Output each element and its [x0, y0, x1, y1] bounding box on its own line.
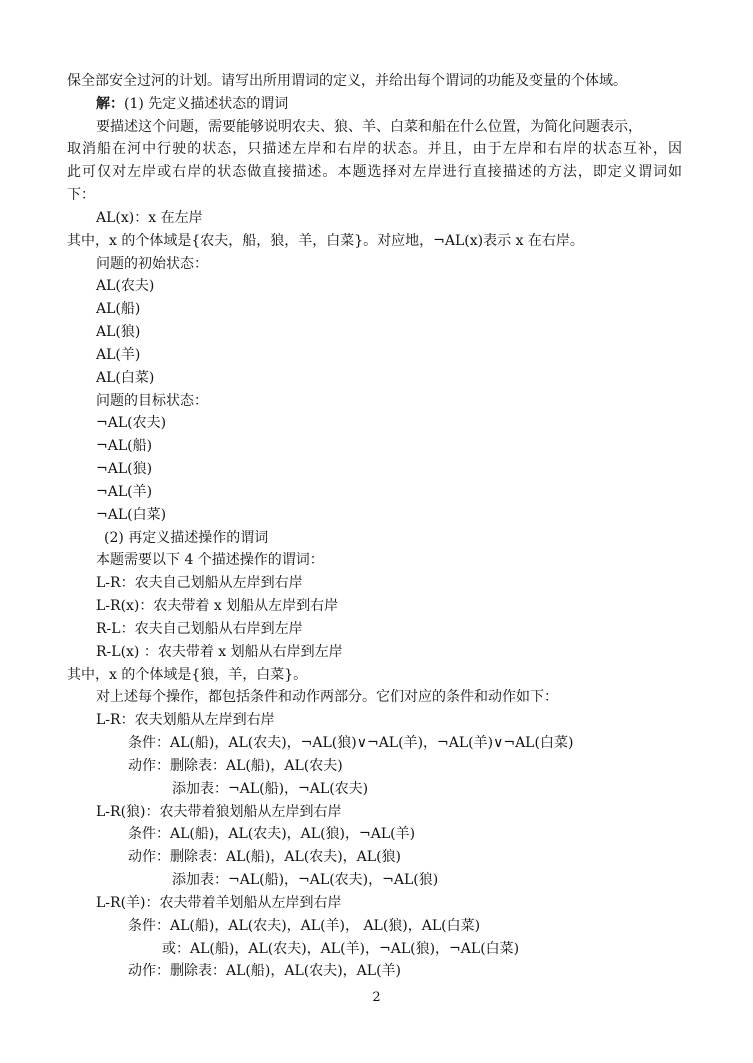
page-number: 2 [372, 990, 381, 1005]
operator-condition: 条件：AL(船)，AL(农夫)，AL(羊)， AL(狼)，AL(白菜) [128, 918, 481, 934]
text-line: 其中，x 的个体域是{农夫，船，狼，羊，白菜}。对应地，¬AL(x)表示 x 在右岸。 [67, 233, 584, 249]
text-line: 下： [67, 187, 95, 203]
operator-heading: L-R(狼)：农夫带着狼划船从左岸到右岸 [96, 804, 342, 820]
section-label: 问题的目标状态： [96, 393, 208, 409]
operator-condition: 条件：AL(船)，AL(农夫)，¬AL(狼)∨¬AL(羊)，¬AL(羊)∨¬AL(白菜) [128, 735, 574, 751]
operator-heading: L-R(羊)：农夫带着羊划船从左岸到右岸 [96, 895, 342, 911]
state-item: AL(狼) [96, 324, 141, 340]
solution-heading-text: (1) 先定义描述状态的谓词 [124, 96, 289, 112]
operator-definition: R-L：农夫自己划船从右岸到左岸 [96, 621, 303, 637]
solution-heading [96, 95, 288, 113]
text-line: 要描述这个问题，需要能够说明农夫、狼、羊、白菜和船在什么位置，为简化问题表示， [96, 119, 642, 135]
operator-action-add: 添加表：¬AL(船)，¬AL(农夫) [172, 781, 369, 797]
state-item: AL(农夫) [96, 278, 155, 294]
state-item: AL(白菜) [96, 370, 155, 386]
state-item: AL(羊) [96, 347, 141, 363]
state-item: AL(船) [96, 301, 141, 317]
operator-action-add: 添加表：¬AL(船)，¬AL(农夫)，¬AL(狼) [172, 872, 439, 888]
operator-action-delete: 动作：删除表：AL(船)，AL(农夫)，AL(狼) [128, 849, 401, 865]
state-item: ¬AL(农夫) [96, 415, 167, 431]
solution-label: 解： [96, 96, 124, 112]
operator-condition-alt: 或：AL(船)，AL(农夫)，AL(羊)，¬AL(狼)，¬AL(白菜) [162, 941, 520, 957]
operator-definition: L-R：农夫自己划船从左岸到右岸 [96, 575, 303, 591]
operator-condition: 条件：AL(船)，AL(农夫)，AL(狼)，¬AL(羊) [128, 826, 416, 842]
operator-action-delete: 动作：删除表：AL(船)，AL(农夫)，AL(羊) [128, 963, 401, 979]
operator-action-delete: 动作：删除表：AL(船)，AL(农夫) [128, 758, 343, 774]
text-line: 其中，x 的个体域是{狼，羊，白菜}。 [67, 667, 308, 683]
operator-definition: L-R(x)：农夫带着 x 划船从左岸到右岸 [96, 598, 339, 614]
text-line: 对上述每个操作，都包括条件和动作两部分。它们对应的条件和动作如下： [96, 689, 558, 705]
operator-definition: R-L(x) ：农夫带着 x 划船从右岸到左岸 [96, 644, 343, 660]
text-line: 保全部安全过河的计划。请写出所用谓词的定义，并给出每个谓词的功能及变量的个体域。 [67, 73, 627, 89]
subsection-heading: (2) 再定义描述操作的谓词 [104, 530, 269, 546]
text-line: 此可仅对左岸或右岸的状态做直接描述。本题选择对左岸进行直接描述的方法，即定义谓词如 [67, 164, 682, 180]
state-item: ¬AL(羊) [96, 484, 153, 500]
state-item: ¬AL(白菜) [96, 507, 167, 523]
state-item: ¬AL(船) [96, 438, 153, 454]
predicate-definition: AL(x)：x 在左岸 [96, 210, 203, 226]
text-line: 本题需要以下 4 个描述操作的谓词： [96, 552, 324, 568]
text-line: 取消船在河中行驶的状态，只描述左岸和右岸的状态。并且，由于左岸和右岸的状态互补，因 [67, 141, 682, 157]
section-label: 问题的初始状态： [96, 256, 208, 272]
state-item: ¬AL(狼) [96, 461, 153, 477]
operator-heading: L-R：农夫划船从左岸到右岸 [96, 712, 275, 728]
